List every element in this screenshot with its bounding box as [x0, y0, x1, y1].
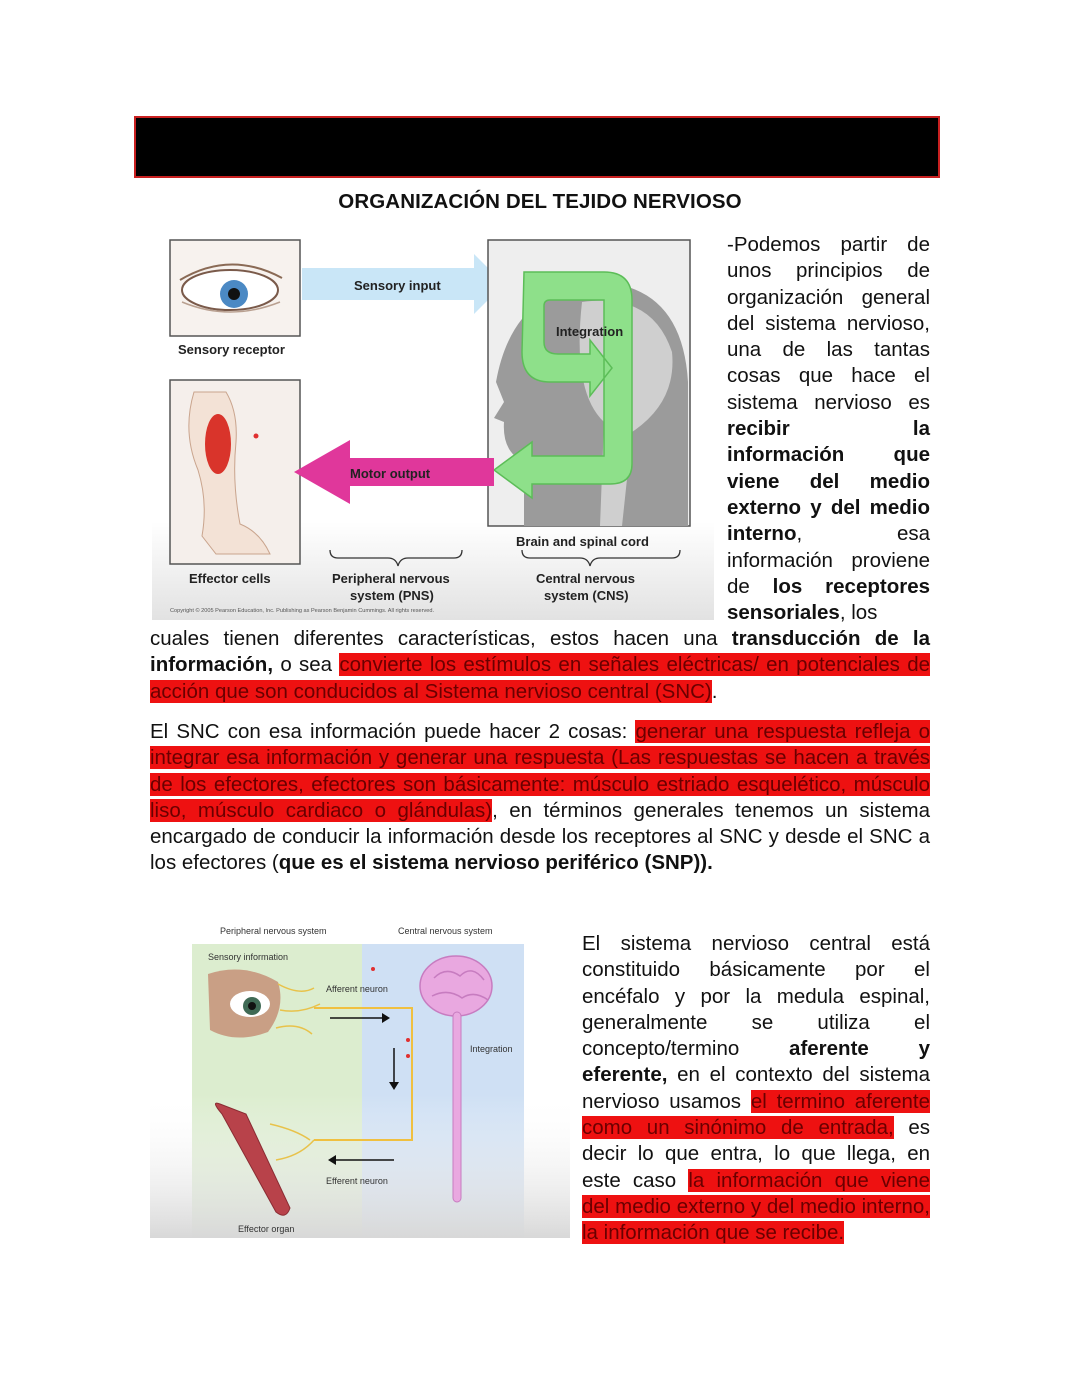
paragraph-3: [582, 931, 930, 1247]
efferent-label: Efferent neuron: [326, 1176, 388, 1186]
nervous-system-organization-diagram: [152, 232, 714, 620]
p3-highlight-2: la información que viene del medio externo y del medio interno, la información que se recibe.: [582, 1168, 930, 1245]
p1-text-6: .: [711, 679, 718, 703]
paragraph-2: [150, 719, 930, 877]
p1-highlight-1: convierte los estímulos en señales eléctricas/ en potenciales de acción que son conducidos al Sistema nervioso central (SNC): [150, 653, 930, 703]
p1-text-3: , los: [839, 601, 878, 625]
p3-text-3: es decir lo que entra, lo que llega, en este caso: [582, 1116, 930, 1192]
pns-label-line2: system (PNS): [350, 588, 434, 603]
afferent-label: Afferent neuron: [326, 984, 388, 994]
pns-header: Peripheral nervous system: [220, 926, 327, 936]
page-title: ORGANIZACIÓN DEL TEJIDO NERVIOSO: [338, 190, 742, 213]
p3-bold-1: aferente y eferente,: [582, 1037, 930, 1087]
p2-bold-1: que es el sistema nervioso periférico (SNP)).: [278, 851, 713, 875]
cns-label-line1: Central nervous: [536, 571, 635, 586]
p2-text-2: , en términos generales tenemos un sistema encargado de conducir la información desde los receptores al SNC y desde el SNC a los efectores (: [150, 798, 930, 875]
afferent-efferent-diagram: [150, 918, 570, 1238]
paragraph-1-full: [150, 626, 930, 705]
p1-text-2: , esa información proviene de: [727, 522, 930, 598]
p1-bold-3: transducción de la información,: [150, 627, 930, 677]
p3-text-2: en el contexto del sistema nervioso usamos: [582, 1063, 930, 1113]
sensory-input-label: Sensory input: [354, 278, 441, 293]
p1-bold-2: los receptores sensoriales: [727, 574, 930, 625]
cns-header: Central nervous system: [398, 926, 493, 936]
p2-highlight-1: generar una respuesta refleja o integrar esa información y generar una respuesta (Las respuestas se hacen a través de los efectores, efectores son básicamente: músculo estriado esquelético, músculo liso, músculo cardiaco o glándulas): [150, 720, 930, 822]
brain-spinal-label: Brain and spinal cord: [516, 534, 649, 549]
cns-label-line2: system (CNS): [544, 588, 629, 603]
p3-highlight-1: el termino aferente como un sinónimo de entrada,: [582, 1089, 930, 1140]
p1-bold-1: recibir la información que viene del medio externo y del medio interno: [727, 417, 930, 546]
motor-output-label: Motor output: [350, 466, 431, 481]
effector-organ-label: Effector organ: [238, 1224, 295, 1234]
pns-label-line1: Peripheral nervous: [332, 571, 450, 586]
paragraph-1-column: [727, 232, 930, 626]
copyright-text: Copyright © 2005 Pearson Education, Inc. Publishing as Pearson Benjamin Cummings. All rights reserved.: [170, 608, 435, 614]
sensory-info-label: Sensory information: [208, 952, 289, 962]
p1-text-4: cuales tienen diferentes características, estos hacen una: [150, 627, 732, 650]
integration-label: Integration: [556, 324, 624, 339]
sensory-receptor-label: Sensory receptor: [178, 342, 285, 357]
p3-text-1: El sistema nervioso central está constituido básicamente por el encéfalo y por la medula espinal, generalmente se utiliza el concepto/termino: [582, 932, 930, 1061]
effector-cells-label: Effector cells: [189, 571, 271, 586]
p1-text-5: o sea: [273, 653, 340, 677]
p1-text-1: -Podemos partir de unos principios de organización general del sistema nervioso, una de las tantas cosas que hace el sistema nervioso es: [727, 233, 930, 414]
header-banner: [134, 116, 940, 178]
p2-text-1: El SNC con esa información puede hacer 2 cosas:: [150, 720, 636, 743]
integration-label-2: Integration: [470, 1044, 513, 1054]
brain-illustration: [420, 956, 492, 1016]
